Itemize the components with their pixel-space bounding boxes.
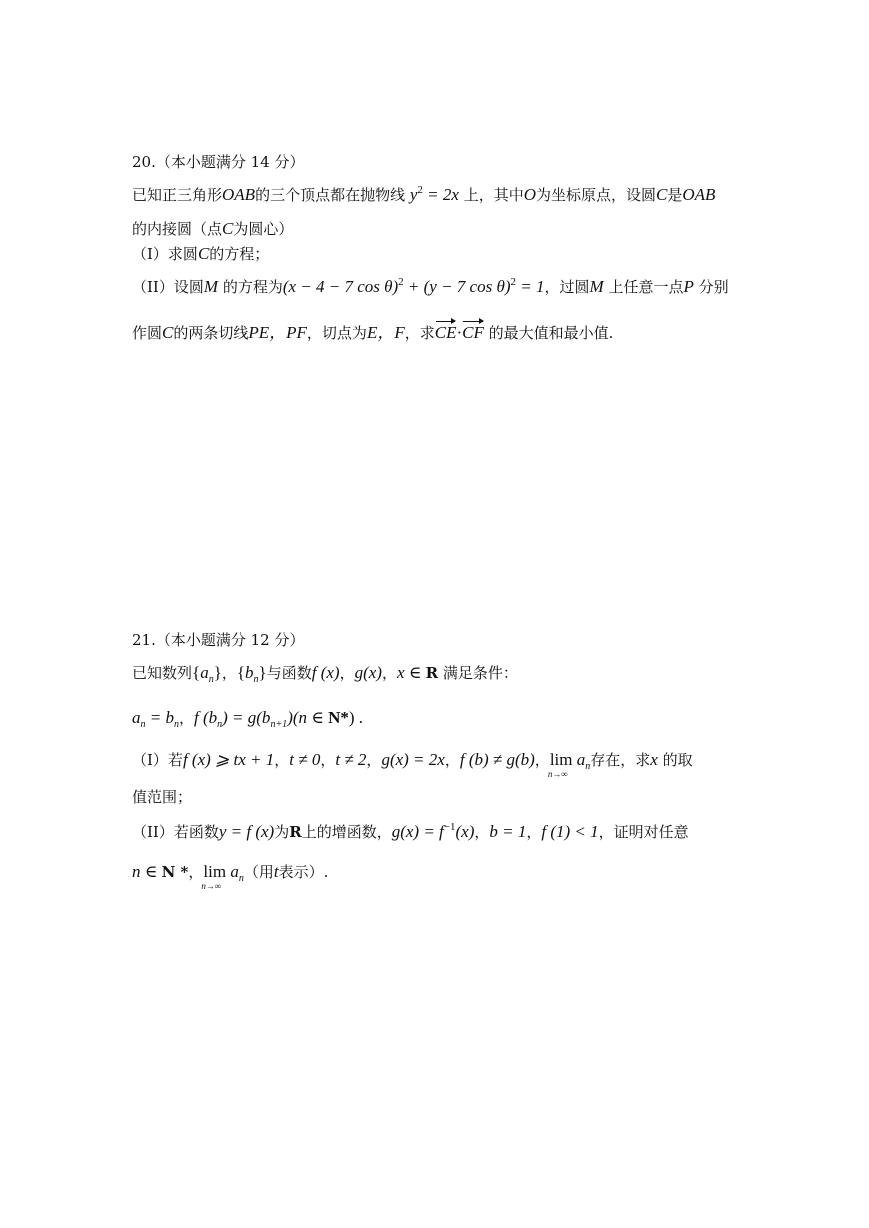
problem-21-part-1: （I）若f (x) ⩾ tx + 1，t ≠ 0，t ≠ 2，g(x) = 2x，f (b) ≠ g(b)，lim n→∞ $a_n$存在，求x 的取	[132, 750, 693, 779]
problem-20-header: 20.（本小题满分 14 分）	[132, 153, 305, 171]
problem-20-line-2: 的内接圆（点C为圆心）	[132, 219, 294, 238]
problem-20-part-1: （I）求圆C的方程；	[132, 244, 270, 263]
problem-21-part-1-line-2: 值范围；	[132, 788, 193, 806]
problem-21-part-2-line-2: n ∈ N *，lim n→∞ $a_n$（用t表示）.	[132, 862, 329, 891]
problem-20-part-2: （II）设圆M 的方程为(x − 4 − 7 cos θ)$^2$ + (y − 7 cos θ)$^2$ = 1，过圆M 上任意一点P 分别	[132, 276, 729, 296]
problem-21-line-2: $a_n = b_n$，f $(b_n) = g(b_{n+1})(n$ ∈ N*) .	[132, 708, 364, 730]
problem-20-line-1: 已知正三角形OAB的三个顶点都在抛物线 $y^2 = 2x$ 上，其中O为坐标原点，设圆C是OAB	[132, 184, 716, 204]
problem-21-line-1: 已知数列$\{a_n\}$，$\{b_n\}$与函数f (x)，g(x)，x ∈ R 满足条件：	[132, 663, 518, 685]
vector-ce: CE	[434, 323, 457, 342]
problem-20-line-5: 作圆C的两条切线PE，PF，切点为E，F，求CE·CF 的最大值和最小值.	[132, 323, 614, 342]
vector-cf: CF	[462, 323, 484, 342]
problem-21-part-2: （II）若函数y = f (x)为R上的增函数，$g(x) = f^{-1}(x)$，b = 1，f (1) < 1，证明对任意	[132, 821, 689, 841]
limit-expression-2: lim n→∞	[201, 862, 227, 891]
limit-expression: lim n→∞	[547, 750, 573, 779]
problem-21-header: 21.（本小题满分 12 分）	[132, 631, 305, 649]
